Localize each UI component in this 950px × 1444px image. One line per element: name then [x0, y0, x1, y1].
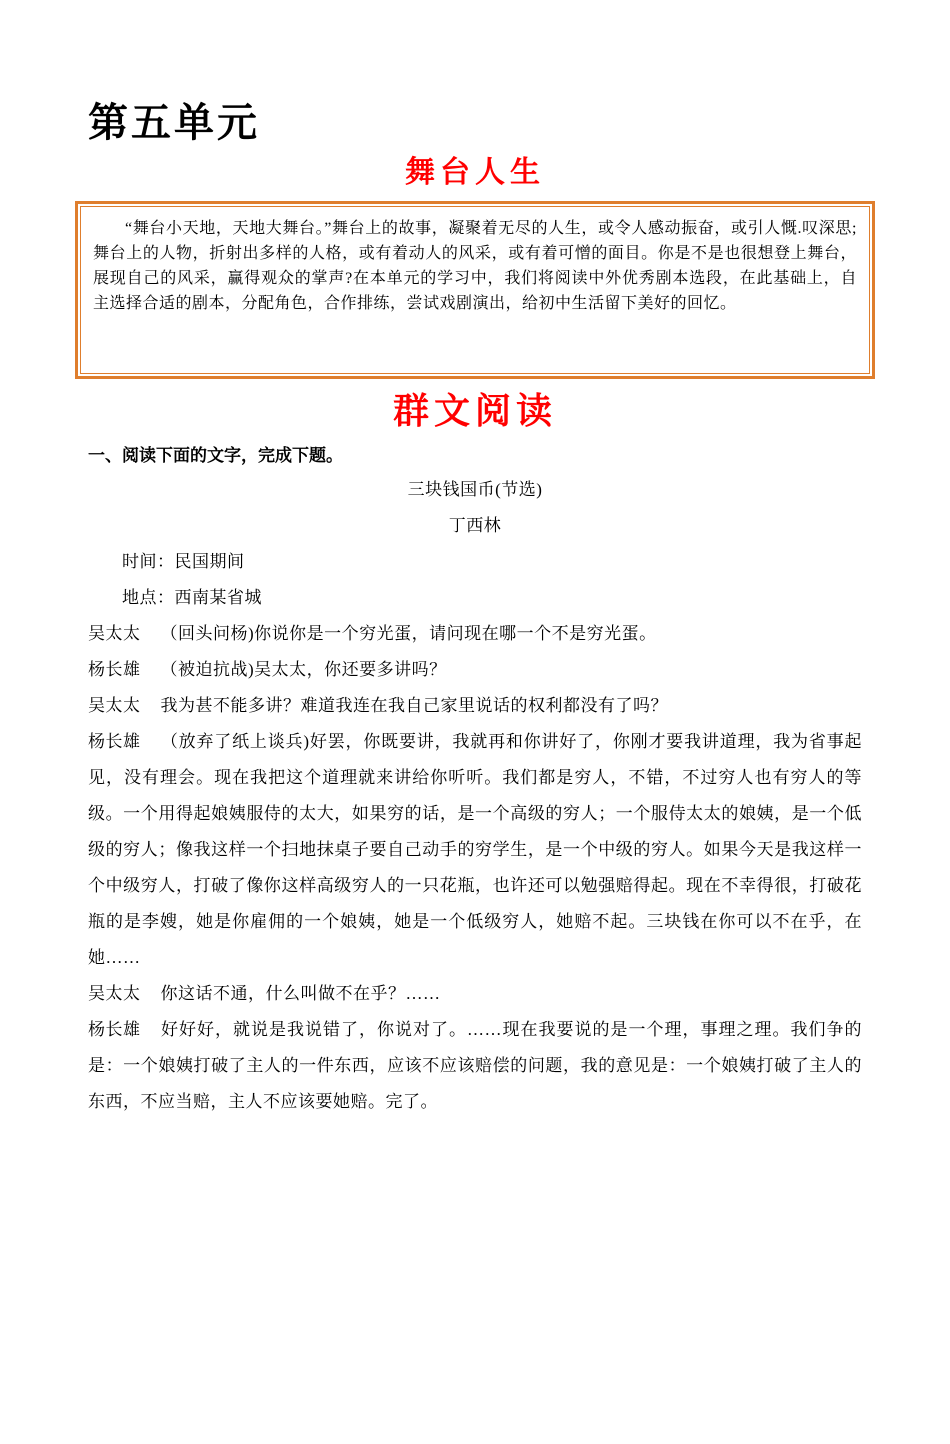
worksheet-page	[0, 100, 950, 1444]
speaker-name: 杨长雄	[88, 731, 141, 751]
intro-box	[75, 201, 875, 379]
speaker-name: 吴太太	[88, 623, 141, 643]
speech-text: （被迫抗战)吴太太，你还要多讲吗？	[160, 659, 447, 679]
reading-passage	[88, 472, 862, 1120]
intro-box-inner	[80, 206, 870, 374]
section-heading-group-reading: 群文阅读	[392, 390, 557, 431]
instruction-line: 一、阅读下面的文字，完成下题。	[88, 445, 343, 465]
dialogue-row	[88, 1012, 862, 1120]
stage-direction-place: 地点：西南某省城	[122, 587, 262, 607]
dialogue-row	[88, 652, 862, 688]
dialogue-row	[88, 688, 862, 724]
speaker-name: 吴太太	[88, 695, 141, 715]
speech-text: 好好好，就说是我说错了，你说对了。……现在我要说的是一个理，事理之理。我们争的是：一个娘姨打破了主人的一件东西，应该不应该赔偿的问题，我的意见是：一个娘姨打破了主人的东西，不应当赔，主人不应该要她赔。完了。	[88, 1019, 862, 1111]
speaker-name: 吴太太	[88, 983, 141, 1003]
dialogue-row	[88, 724, 862, 976]
unit-title: 第五单元	[88, 100, 260, 145]
play-title: 三块钱国币(节选)	[407, 479, 543, 499]
dialogue-row	[88, 976, 862, 1012]
speech-text: 你这话不通，什么叫做不在乎？……	[160, 983, 441, 1003]
section-heading-stage-life: 舞台人生	[405, 156, 545, 189]
play-author: 丁西林	[448, 515, 502, 535]
speaker-name: 杨长雄	[88, 1019, 141, 1039]
speech-text: 我为甚不能多讲？难道我连在我自己家里说话的权利都没有了吗？	[160, 695, 668, 715]
speech-text: （回头问杨)你说你是一个穷光蛋，请问现在哪一个不是穷光蛋。	[160, 623, 657, 643]
speech-text: （放弃了纸上谈兵)好罢，你既要讲，我就再和你讲好了，你刚才要我讲道理，我为省事起见，没有理会。现在我把这个道理就来讲给你听听。我们都是穷人，不错，不过穷人也有穷人的等级。一个用得起娘姨服侍的太大，如果穷的话，是一个高级的穷人；一个服侍太太的娘姨，是一个低级的穷人；像我这样一个扫地抹桌子要自己动手的穷学生，是一个中级的穷人。如果今天是我这样一个中级穷人，打破了像你这样高级穷人的一只花瓶，也许还可以勉强赔得起。现在不幸得很，打破花瓶的是李嫂，她是你雇佣的一个娘姨，她是一个低级穷人，她赔不起。三块钱在你可以不在乎，在她……	[88, 731, 862, 967]
speaker-name: 杨长雄	[88, 659, 141, 679]
dialogue-row	[88, 616, 862, 652]
intro-paragraph: “舞台小天地，天地大舞台。”舞台上的故事，凝聚着无尽的人生，或令人感动振奋，或引人慨.叹深思;舞台上的人物，折射出多样的人格，或有着动人的风采，或有着可憎的面目。你是不是也很想登上舞台，展现自己的风采，赢得观众的掌声?在本单元的学习中，我们将阅读中外优秀剧本选段，在此基础上，自主选择合适的剧本，分配角色，合作排练，尝试戏剧演出，给初中生活留下美好的回忆。	[93, 220, 857, 312]
stage-direction-time: 时间：民国期间	[122, 551, 245, 571]
